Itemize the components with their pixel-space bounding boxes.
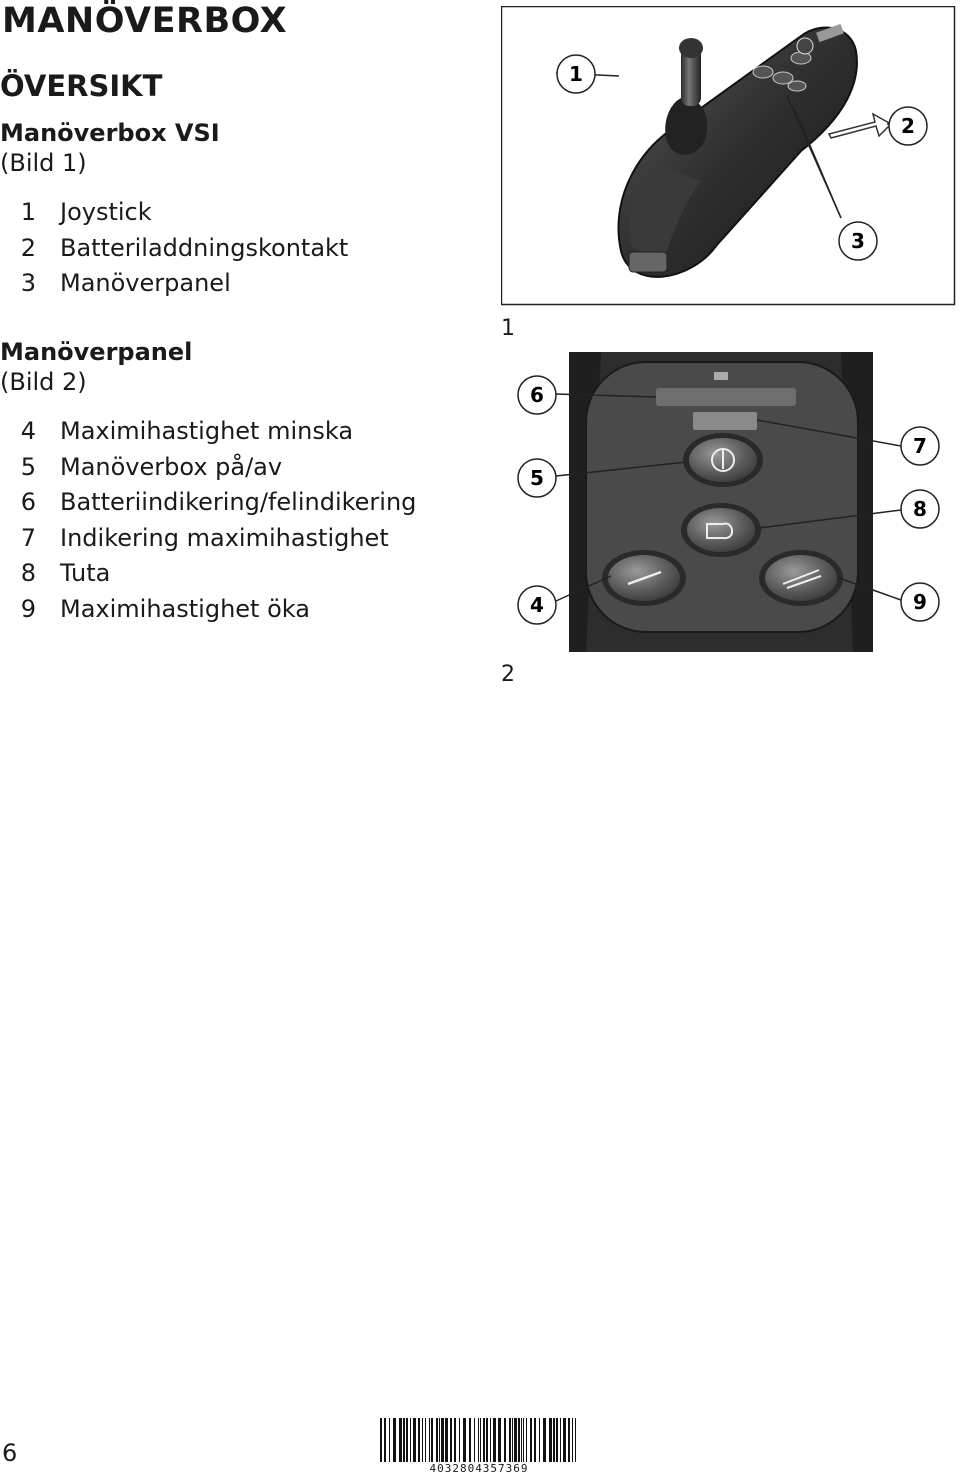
barcode-bar <box>399 1418 402 1462</box>
legend-number: 1 <box>20 198 36 226</box>
horn-button <box>687 508 755 552</box>
legend-number: 6 <box>20 488 36 516</box>
barcode-bar <box>380 1418 382 1462</box>
callout-label: 4 <box>530 593 544 617</box>
barcode-bar <box>454 1418 456 1462</box>
callout-label: 2 <box>901 114 915 138</box>
barcode-bar <box>459 1418 460 1462</box>
panel-button <box>753 66 773 78</box>
legend-item <box>0 195 480 231</box>
barcode-bar <box>556 1418 558 1462</box>
barcode-bar <box>384 1418 386 1462</box>
barcode-bar <box>530 1418 532 1462</box>
section2-title: Manöverpanel <box>0 338 193 366</box>
barcode-bar <box>518 1418 520 1462</box>
barcode-bar <box>425 1418 426 1462</box>
barcode-bar <box>403 1418 405 1462</box>
barcode-bar <box>572 1418 573 1462</box>
barcode-bar <box>493 1418 496 1462</box>
legend-label: Maximihastighet öka <box>60 594 310 623</box>
legend-number: 7 <box>20 523 36 552</box>
legend-number: 5 <box>20 452 36 481</box>
section1-legend-list <box>0 195 480 302</box>
legend-item <box>0 485 480 521</box>
panel-button <box>788 81 806 91</box>
callout-label: 7 <box>913 434 927 458</box>
barcode-bar <box>543 1418 546 1462</box>
callout-label: 3 <box>851 229 865 253</box>
barcode-bar <box>393 1418 396 1462</box>
barcode-bar <box>480 1418 481 1462</box>
barcode-bar <box>512 1418 513 1462</box>
barcode-bar <box>526 1418 527 1462</box>
section2-legend-list <box>0 414 480 627</box>
barcode-bar <box>498 1418 501 1462</box>
figure1-caption: 1 <box>501 316 515 341</box>
legend-item <box>0 592 480 628</box>
barcode-bar <box>469 1418 471 1462</box>
page-title: MANÖVERBOX <box>2 1 288 41</box>
callout-label: 1 <box>569 62 583 86</box>
barcode-bar <box>539 1418 540 1462</box>
section1-title: Manöverbox VSI <box>0 119 220 147</box>
legend-number: 4 <box>20 417 36 445</box>
power-button-small <box>797 38 813 54</box>
callout-label: 6 <box>530 383 544 407</box>
page-number: 6 <box>2 1439 18 1467</box>
legend-item <box>0 556 480 592</box>
barcode-bar <box>445 1418 448 1462</box>
barcode-bar <box>521 1418 522 1462</box>
figure1-joystick-illustration <box>501 6 956 306</box>
barcode-bar <box>534 1418 536 1462</box>
barcode-bar <box>439 1418 440 1462</box>
barcode-bar <box>441 1418 444 1462</box>
barcode-bar <box>486 1418 488 1462</box>
section-joystick-overview <box>0 118 480 302</box>
barcode-bar <box>406 1418 408 1462</box>
section1-figure-ref: (Bild 1) <box>0 149 87 177</box>
legend-label: Batteriindikering/felindikering <box>60 488 417 516</box>
barcode-bar <box>429 1418 430 1462</box>
barcode-bar <box>463 1418 466 1462</box>
barcode-bar <box>514 1418 517 1462</box>
barcode-bar <box>483 1418 485 1462</box>
barcode-bar <box>549 1418 552 1462</box>
callout-label: 8 <box>913 497 927 521</box>
barcode-bar <box>418 1418 420 1462</box>
barcode-bar <box>523 1418 524 1462</box>
barcode-bar <box>563 1418 566 1462</box>
battery-indicator-bar <box>656 388 796 406</box>
legend-item <box>0 231 480 267</box>
barcode-bar <box>389 1418 390 1462</box>
joystick-knob <box>679 38 703 58</box>
barcode-bar <box>490 1418 491 1462</box>
barcode-bar <box>450 1418 452 1462</box>
legend-number: 9 <box>20 594 36 623</box>
legend-label: Joystick <box>60 198 152 226</box>
callout-label: 9 <box>913 590 927 614</box>
section-control-panel <box>0 337 480 627</box>
legend-number: 2 <box>20 233 36 262</box>
speed-indicator-bar <box>693 412 757 430</box>
legend-label: Batteriladdningskontakt <box>60 233 349 262</box>
panel-button <box>773 72 793 84</box>
section-heading: ÖVERSIKT <box>0 69 163 103</box>
callout-label: 5 <box>530 466 544 490</box>
barcode-number: 4032804357369 <box>378 1462 580 1475</box>
figure2-control-panel-illustration <box>501 352 956 654</box>
legend-item <box>0 521 480 557</box>
barcode-bar <box>474 1418 475 1462</box>
barcode-bar <box>410 1418 411 1462</box>
legend-item <box>0 450 480 486</box>
legend-label: Manöverpanel <box>60 269 231 297</box>
legend-item <box>0 414 480 450</box>
barcode-bar <box>422 1418 423 1462</box>
barcode-bar <box>575 1418 576 1462</box>
barcode-bar <box>436 1418 438 1462</box>
legend-label: Indikering maximihastighet <box>60 523 389 552</box>
section2-figure-ref: (Bild 2) <box>0 368 87 396</box>
legend-item <box>0 266 480 302</box>
barcode-bar <box>478 1418 479 1462</box>
battery-icon <box>714 372 728 380</box>
barcode-bar <box>568 1418 570 1462</box>
barcode-bar <box>560 1418 561 1462</box>
barcode-bar <box>509 1418 511 1462</box>
barcode-bar <box>413 1418 416 1462</box>
legend-label: Tuta <box>60 559 111 587</box>
figure2-caption: 2 <box>501 662 515 687</box>
barcode-bar <box>553 1418 555 1462</box>
barcode-bar <box>504 1418 506 1462</box>
legend-number: 3 <box>20 269 36 297</box>
barcode-bar <box>431 1418 433 1462</box>
legend-label: Manöverbox på/av <box>60 452 283 481</box>
legend-number: 8 <box>20 559 36 587</box>
charging-socket-tab <box>629 252 667 272</box>
legend-label: Maximihastighet minska <box>60 417 354 445</box>
